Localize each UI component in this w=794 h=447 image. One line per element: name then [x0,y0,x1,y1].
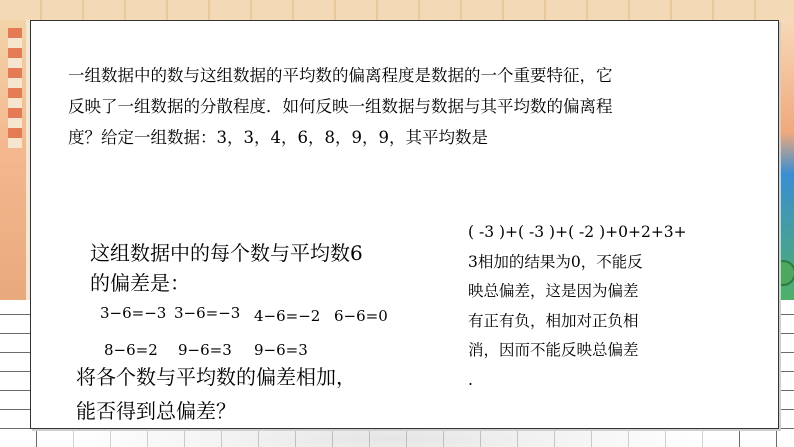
question-text [76,360,416,428]
answer-line-1: ( -3 )+( -3 )+( -2 )+0+2+3+ [468,223,687,241]
intro-line-1: 一组数据中的数与这组数据的平均数的偏离程度是数据的一个重要特征，它 [68,66,613,85]
decorative-stripe [8,28,22,148]
intro-line-2: 反映了一组数据的分散程度．如何反映一组数据与数据与其平均数的偏离程 [68,97,613,116]
deviation-calc: 3−6=−3 [174,304,241,322]
deviation-calc: 3−6=−3 [100,304,167,322]
deviation-title-line-2: 的偏差是： [90,271,190,295]
answer-line-6: . [468,370,473,389]
intro-line-3: 度？给定一组数据：3，3，4，6，8，9，9，其平均数是 [68,128,488,147]
intro-paragraph [68,60,728,153]
answer-line-2: 3相加的结果为0，不能反 [468,252,643,271]
deviation-title [90,238,420,298]
question-line-2: 能否得到总偏差？ [76,399,236,423]
deviation-calc: 4−6=−2 [254,307,321,325]
deviation-calc: 9−6=3 [178,341,232,359]
deviation-calc: 9−6=3 [254,341,308,359]
answer-line-3: 映总偏差，这是因为偏差 [468,282,639,300]
answer-text [468,218,700,395]
deviation-calc: 8−6=2 [104,341,158,359]
question-line-1: 将各个数与平均数的偏差相加， [76,365,356,389]
answer-line-4: 有正有负，相加对正负相 [468,311,639,330]
deviation-title-line-1: 这组数据中的每个数与平均数6 [90,241,363,265]
background-top-border [0,0,794,20]
background-right-decoration [778,20,794,300]
answer-line-5: 消，因而不能反映总偏差 [468,341,639,359]
deviation-calc: 6−6=0 [334,307,388,325]
